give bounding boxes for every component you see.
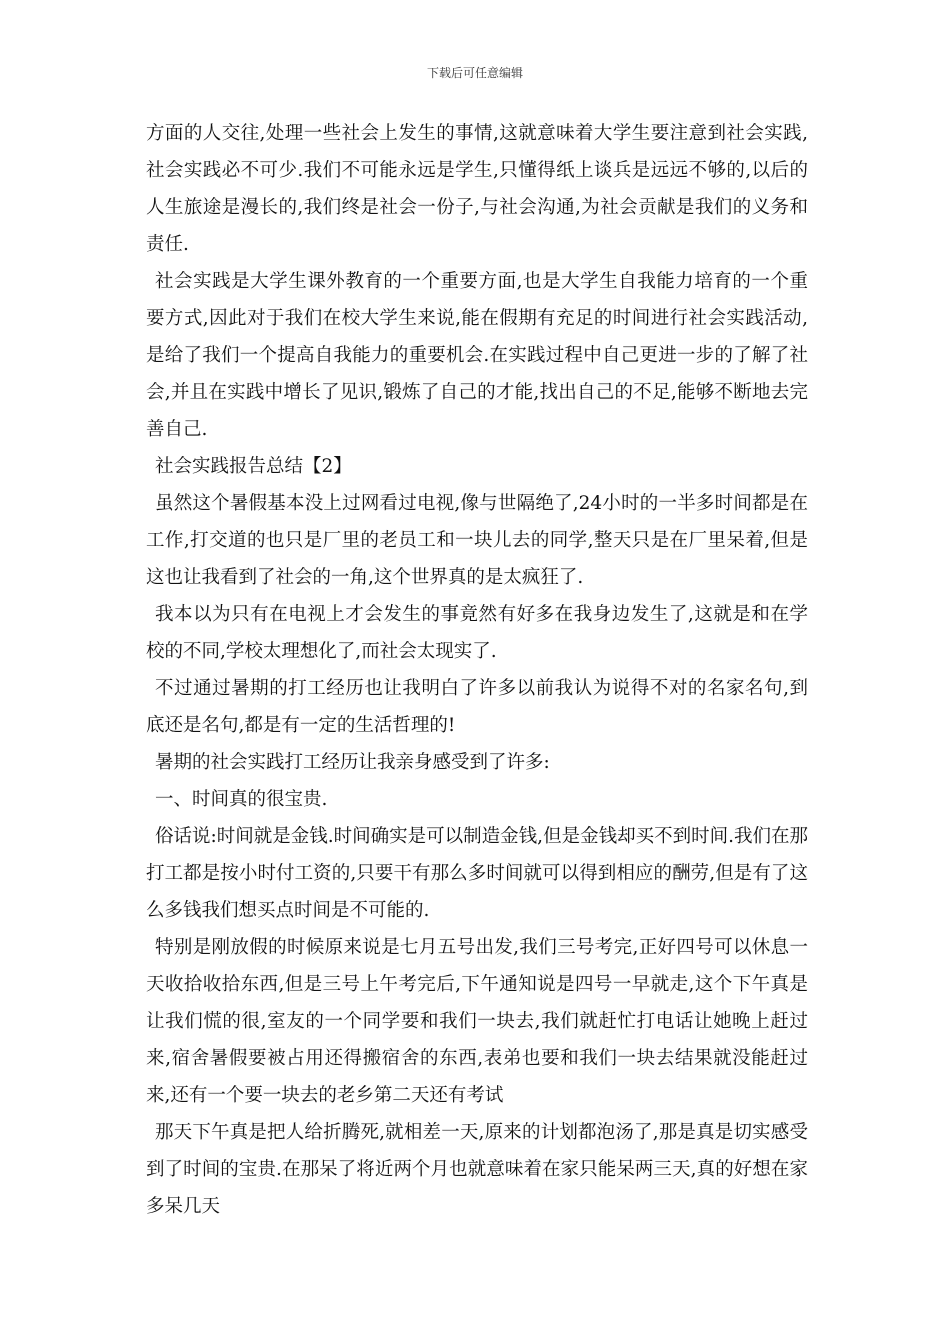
paragraph-4: 我本以为只有在电视上才会发生的事竟然有好多在我身边发生了,这就是和在学校的不同,学校太理想化了,而社会太现实了. (146, 604, 808, 662)
paragraph-2: 社会实践是大学生课外教育的一个重要方面,也是大学生自我能力培育的一个重要方式,因此对于我们在校大学生来说,能在假期有充足的时间进行社会实践活动,是给了我们一个提高自我能力的重要机会.在实践过程中自己更进一步的了解了社会,并且在实践中增长了见识,锻炼了自己的才能,找出自己的不足,能够不断地去完善自己. (146, 271, 808, 440)
paragraph-6: 暑期的社会实践打工经历让我亲身感受到了许多: (155, 752, 550, 773)
document-body (146, 115, 808, 1225)
paragraph-1: 方面的人交往,处理一些社会上发生的事情,这就意味着大学生要注意到社会实践,社会实践必不可少.我们不可能永远是学生,只懂得纸上谈兵是远远不够的,以后的人生旅途是漫长的,我们终是社会一份子,与社会沟通,为社会贡献是我们的义务和责任. (146, 123, 808, 255)
paragraph-3: 虽然这个暑假基本没上过网看过电视,像与世隔绝了,24小时的一半多时间都是在工作,打交道的也只是厂里的老员工和一块儿去的同学,整天只是在厂里呆着,但是这也让我看到了社会的一角,这个世界真的是太疯狂了. (146, 493, 808, 588)
paragraph-8: 特别是刚放假的时候原来说是七月五号出发,我们三号考完,正好四号可以休息一天收拾收拾东西,但是三号上午考完后,下午通知说是四号一早就走,这个下午真是让我们慌的很,室友的一个同学要和我们一块去,我们就赶忙打电话让她晚上赶过来,宿舍暑假要被占用还得搬宿舍的东西,表弟也要和我们一块去结果就没能赶过来,还有一个要一块去的老乡第二天还有考试 (146, 937, 808, 1106)
paragraph-7: 俗话说:时间就是金钱.时间确实是可以制造金钱,但是金钱却买不到时间.我们在那打工都是按小时付工资的,只要干有那么多时间就可以得到相应的酬劳,但是有了这么多钱我们想买点时间是不可能的. (146, 826, 808, 921)
subheading-1: 一、时间真的很宝贵. (155, 789, 328, 810)
paragraph-5: 不过通过暑期的打工经历也让我明白了许多以前我认为说得不对的名家名句,到底还是名句,都是有一定的生活哲理的! (146, 678, 808, 736)
section-heading: 社会实践报告总结【2】 (155, 456, 352, 477)
paragraph-9: 那天下午真是把人给折腾死,就相差一天,原来的计划都泡汤了,那是真是切实感受到了时间的宝贵.在那呆了将近两个月也就意味着在家只能呆两三天,真的好想在家多呆几天 (146, 1122, 808, 1217)
page-header: 下载后可任意编辑 (426, 66, 523, 80)
